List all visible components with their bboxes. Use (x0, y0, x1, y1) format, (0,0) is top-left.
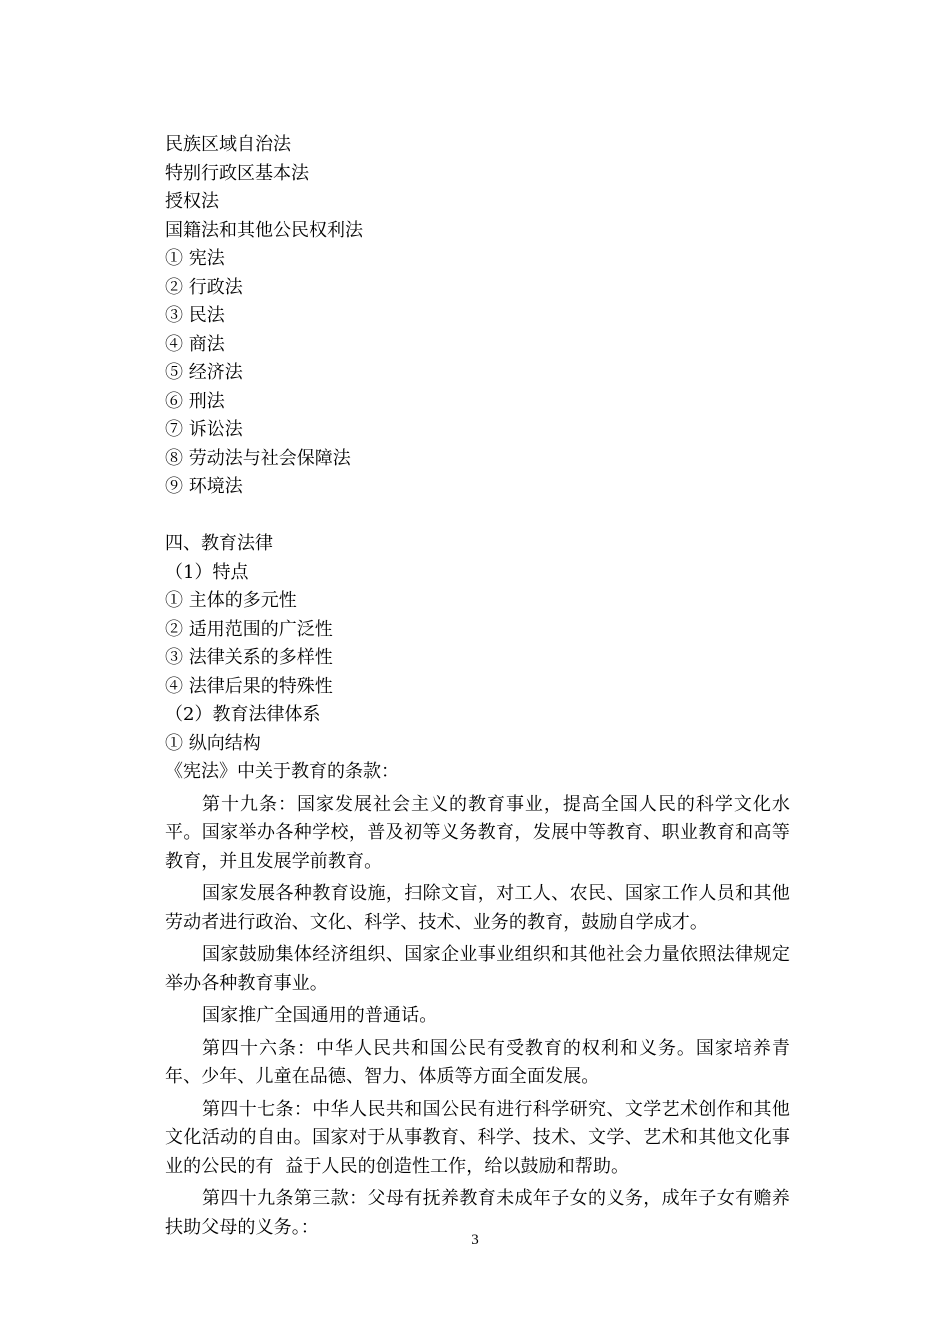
law-list (165, 131, 790, 502)
clause-paragraph: 第十九条：国家发展社会主义的教育事业，提高全国人民的科学文化水平。国家举办各种学校，普及初等义务教育，发展中等教育、职业教育和高等教育，并且发展学前教育。 (165, 793, 790, 872)
list-item: ⑦ 诉讼法 (165, 419, 243, 440)
list-item: 国籍法和其他公民权利法 (165, 219, 363, 241)
education-law-section (165, 530, 790, 787)
clause-paragraph: 第四十七条：中华人民共和国公民有进行科学研究、文学艺术创作和其他 文化活动的自由。国家对于从事教育、科学、技术、文学、艺术和其他文化事业的公民的有 益于人民的创造性工作，给以鼓励和帮助。 (165, 1098, 802, 1177)
list-item: ⑧ 劳动法与社会保障法 (165, 447, 351, 469)
list-item: ⑨ 环境法 (165, 476, 243, 497)
list-item: ② 行政法 (165, 276, 243, 298)
constitution-clauses (165, 791, 802, 1243)
list-item: ② 适用范围的广泛性 (165, 618, 333, 640)
list-item: ① 主体的多元性 (165, 590, 297, 611)
page-content (165, 131, 802, 1242)
list-item: ① 宪法 (165, 248, 225, 269)
clause-paragraph: 国家发展各种教育设施，扫除文盲，对工人、农民、国家工作人员和其他劳动者进行政治、文化、科学、技术、业务的教育，鼓励自学成才。 (165, 883, 790, 933)
constitution-clauses-heading: 《宪法》中关于教育的条款： (165, 761, 399, 782)
list-item: 民族区域自治法 (165, 134, 291, 155)
subheading-features: （1）特点 (165, 561, 249, 583)
section-heading: 四、教育法律 (165, 533, 273, 554)
list-item: 授权法 (165, 191, 219, 212)
page-number: 3 (471, 1232, 479, 1248)
list-item: ③ 法律关系的多样性 (165, 647, 333, 668)
list-item: ④ 法律后果的特殊性 (165, 675, 333, 697)
subheading-system: （2）教育法律体系 (165, 704, 321, 725)
list-item: ③ 民法 (165, 305, 225, 326)
blank-line (165, 502, 790, 531)
list-item: 特别行政区基本法 (165, 162, 309, 184)
clause-paragraph: 国家推广全国通用的普通话。 (202, 1005, 438, 1026)
list-item: ⑤ 经济法 (165, 362, 243, 383)
clause-paragraph: 第四十九条第三款：父母有抚养教育未成年子女的义务，成年子女有赡养 扶助父母的义务。： (165, 1188, 802, 1238)
clause-paragraph: 第四十六条：中华人民共和国公民有受教育的权利和义务。国家培养青年、少年、儿童在品德、智力、体质等方面全面发展。 (165, 1037, 790, 1087)
list-item: ④ 商法 (165, 333, 225, 355)
list-item: ① 纵向结构 (165, 732, 261, 754)
list-item: ⑥ 刑法 (165, 390, 225, 412)
clause-paragraph: 国家鼓励集体经济组织、国家企业事业组织和其他社会力量依照法律规定举办各种教育事业。 (165, 944, 790, 994)
